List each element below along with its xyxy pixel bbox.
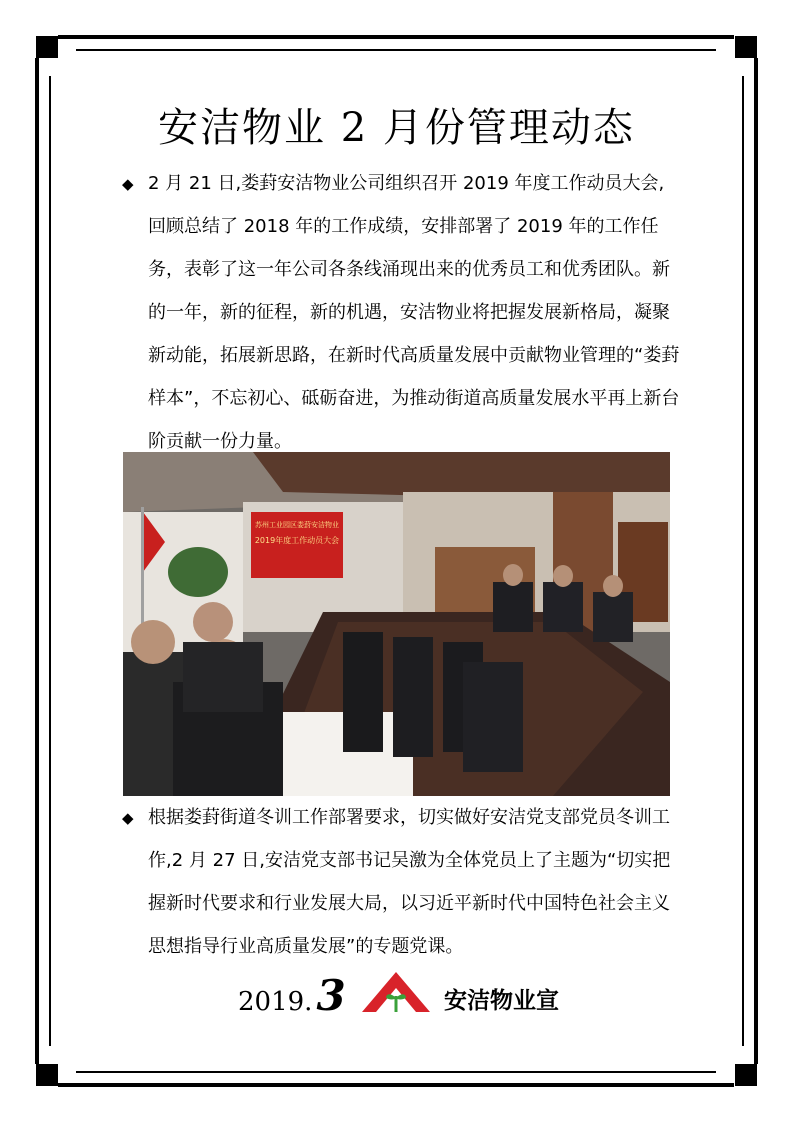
frame-corner-top-left xyxy=(36,36,58,58)
paragraph-party-lesson xyxy=(122,806,682,968)
diamond-bullet-icon: ◆ xyxy=(122,809,134,827)
frame-corner-bottom-left xyxy=(36,1064,58,1086)
screen-text-line2: 2019年度工作动员大会 xyxy=(254,536,340,545)
diamond-bullet-icon: ◆ xyxy=(122,175,134,193)
org-name: 安洁物业宣 xyxy=(444,988,559,1014)
paragraph-text: 2 月 21 日,娄葑安洁物业公司组织召开 2019 年度工作动员大会,回顾总结了 2018 年的工作成绩，安排部署了 2019 年的工作任务，表彰了这一年公司各条线涌现出来的优秀员工和优秀团队。新的一年，新的征程，新的机遇，安洁物业将把握发展新格局，凝聚新动能，拓展新思路，在新时代高质量发展中贡献物业管理的“娄葑样本”，不忘初心、砥砺奋进，为推动街道高质量发展水平再上新台阶贡献一份力量。 xyxy=(148,173,680,452)
issue-date-year: 2019. xyxy=(238,987,313,1017)
frame-corner-bottom-right xyxy=(735,1064,757,1086)
frame-corner-top-right xyxy=(735,36,757,58)
company-logo-icon xyxy=(360,968,432,1014)
meeting-photo xyxy=(123,452,670,796)
page-title: 安洁物业 2 月份管理动态 xyxy=(158,105,635,151)
screen-text-line1: 苏州工业园区娄葑安洁物业 xyxy=(255,521,339,529)
issue-date-month: 3 xyxy=(316,971,346,1020)
paragraph-meeting xyxy=(122,172,682,463)
paragraph-text: 根据娄葑街道冬训工作部署要求，切实做好安洁党支部党员冬训工作,2 月 27 日,安洁党支部书记吴激为全体党员上了主题为“切实把握新时代要求和行业发展大局，以习近平新时代中国特色社会主义思想指导行业高质量发展”的专题党课。 xyxy=(148,807,671,957)
issue-date xyxy=(238,971,346,1022)
